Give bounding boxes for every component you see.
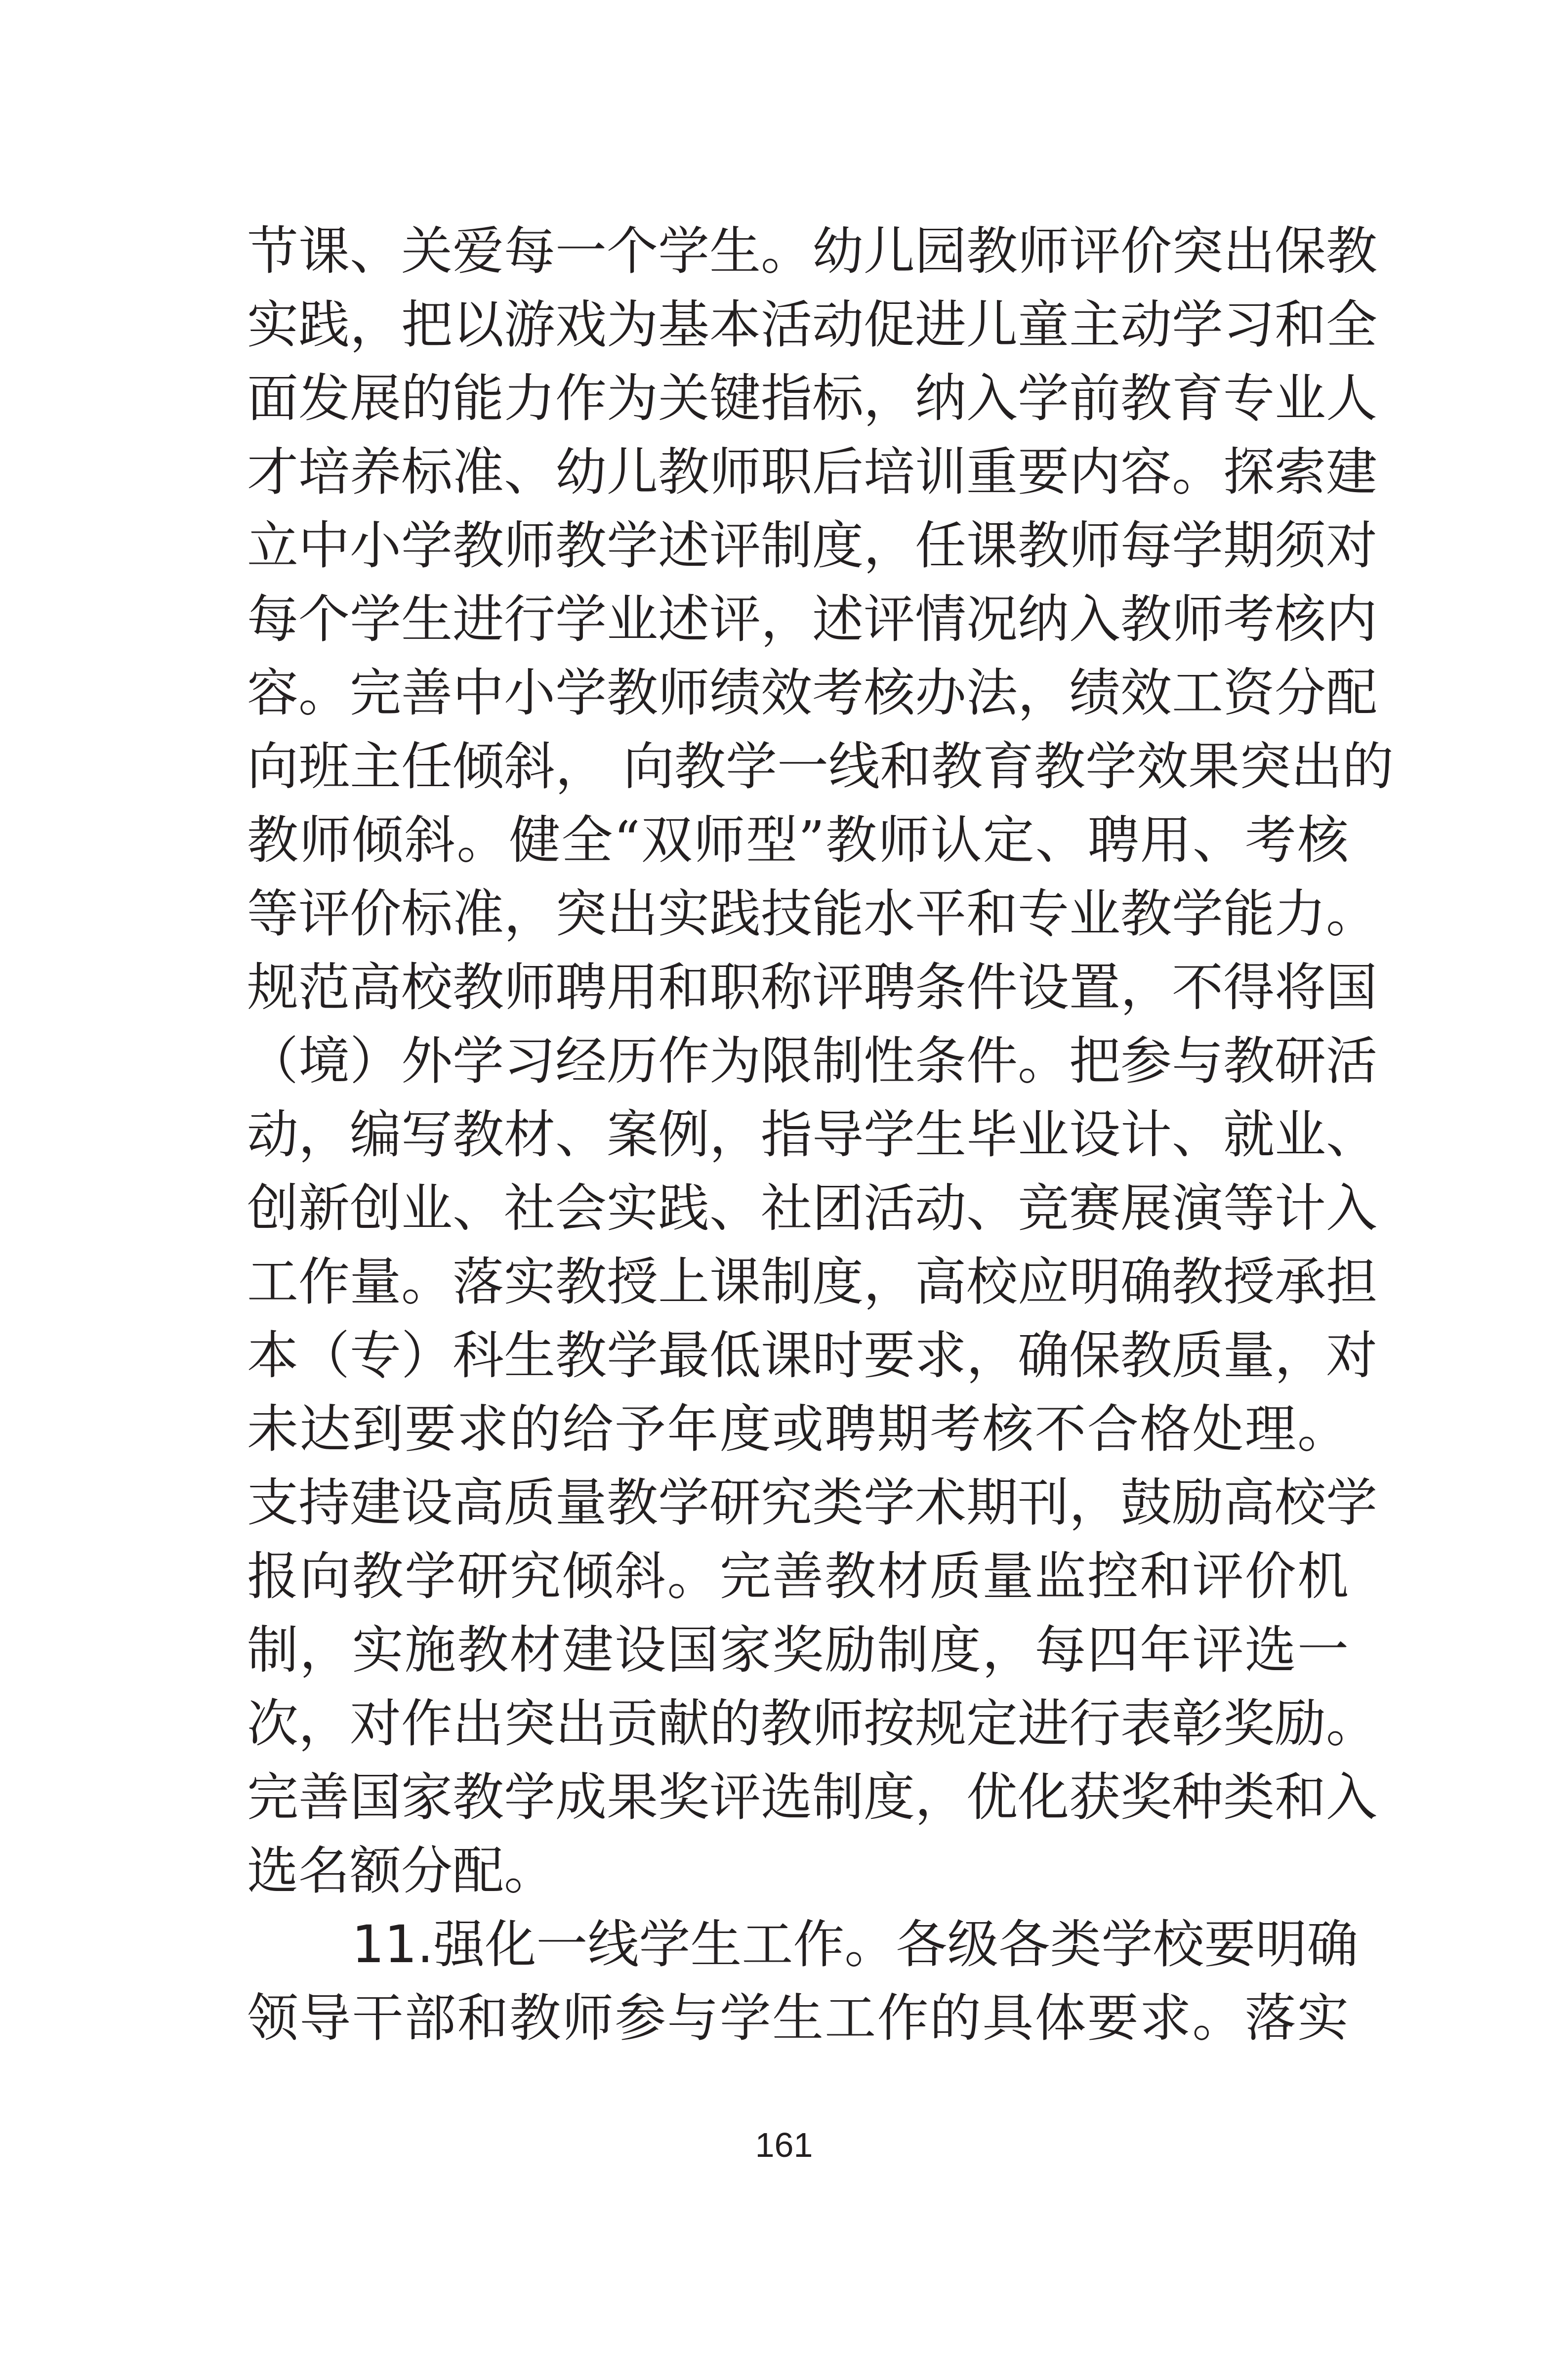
text-line: 实践，把以游戏为基本活动促进儿童主动学习和全 xyxy=(247,294,1378,355)
text-line: （境）外学习经历作为限制性条件。把参与教研活 xyxy=(247,1031,1378,1091)
text-line: 教师倾斜。健全“双师型”教师认定、聘用、考核 xyxy=(247,810,1349,870)
text-line: 支持建设高质量教学研究类学术期刊，鼓励高校学 xyxy=(247,1472,1378,1533)
section-heading-line xyxy=(247,1908,1359,1981)
text-line: 才培养标准、幼儿教师职后培训重要内容。探索建 xyxy=(247,442,1378,502)
text-line: 规范高校教师聘用和职称评聘条件设置，不得将国 xyxy=(247,957,1378,1017)
text-line: 等评价标准，突出实践技能水平和专业教学能力。 xyxy=(247,883,1378,944)
text-line: 制，实施教材建设国家奖励制度，每四年评选一 xyxy=(247,1620,1349,1680)
text-line: 向班主任倾斜， 向教学一线和教育教学效果突出的 xyxy=(247,736,1394,797)
section-number: 11. xyxy=(352,1914,434,1975)
page-number: 161 xyxy=(755,2126,813,2164)
body-text xyxy=(247,214,1394,2055)
text-line: 次，对作出突出贡献的教师按规定进行表彰奖励。 xyxy=(247,1693,1378,1754)
text-line: 动，编写教材、案例，指导学生毕业设计、就业、 xyxy=(247,1104,1378,1165)
text-line: 工作量。落实教授上课制度，高校应明确教授承担 xyxy=(247,1252,1378,1312)
text-line: 容。完善中小学教师绩效考核办法，绩效工资分配 xyxy=(247,663,1378,723)
text-line: 面发展的能力作为关键指标，纳入学前教育专业人 xyxy=(247,368,1378,428)
section-heading-text: 强化一线学生工作。各级各类学校要明确 xyxy=(433,1914,1359,1975)
text-line: 未达到要求的给予年度或聘期考核不合格处理。 xyxy=(247,1399,1349,1459)
text-line: 选名额分配。 xyxy=(247,1841,556,1901)
text-line: 创新创业、社会实践、社团活动、竞赛展演等计入 xyxy=(247,1178,1378,1238)
text-line: 节课、关爱每一个学生。幼儿园教师评价突出保教 xyxy=(247,221,1378,281)
text-line: 领导干部和教师参与学生工作的具体要求。落实 xyxy=(247,1988,1349,2048)
text-line: 立中小学教师教学述评制度，任课教师每学期须对 xyxy=(247,515,1378,576)
text-line: 报向教学研究倾斜。完善教材质量监控和评价机 xyxy=(247,1546,1349,1606)
text-line: 本（专）科生教学最低课时要求，确保教质量，对 xyxy=(247,1325,1378,1386)
text-line: 完善国家教学成果奖评选制度，优化获奖种类和入 xyxy=(247,1767,1378,1827)
text-line: 每个学生进行学业述评，述评情况纳入教师考核内 xyxy=(247,589,1378,649)
